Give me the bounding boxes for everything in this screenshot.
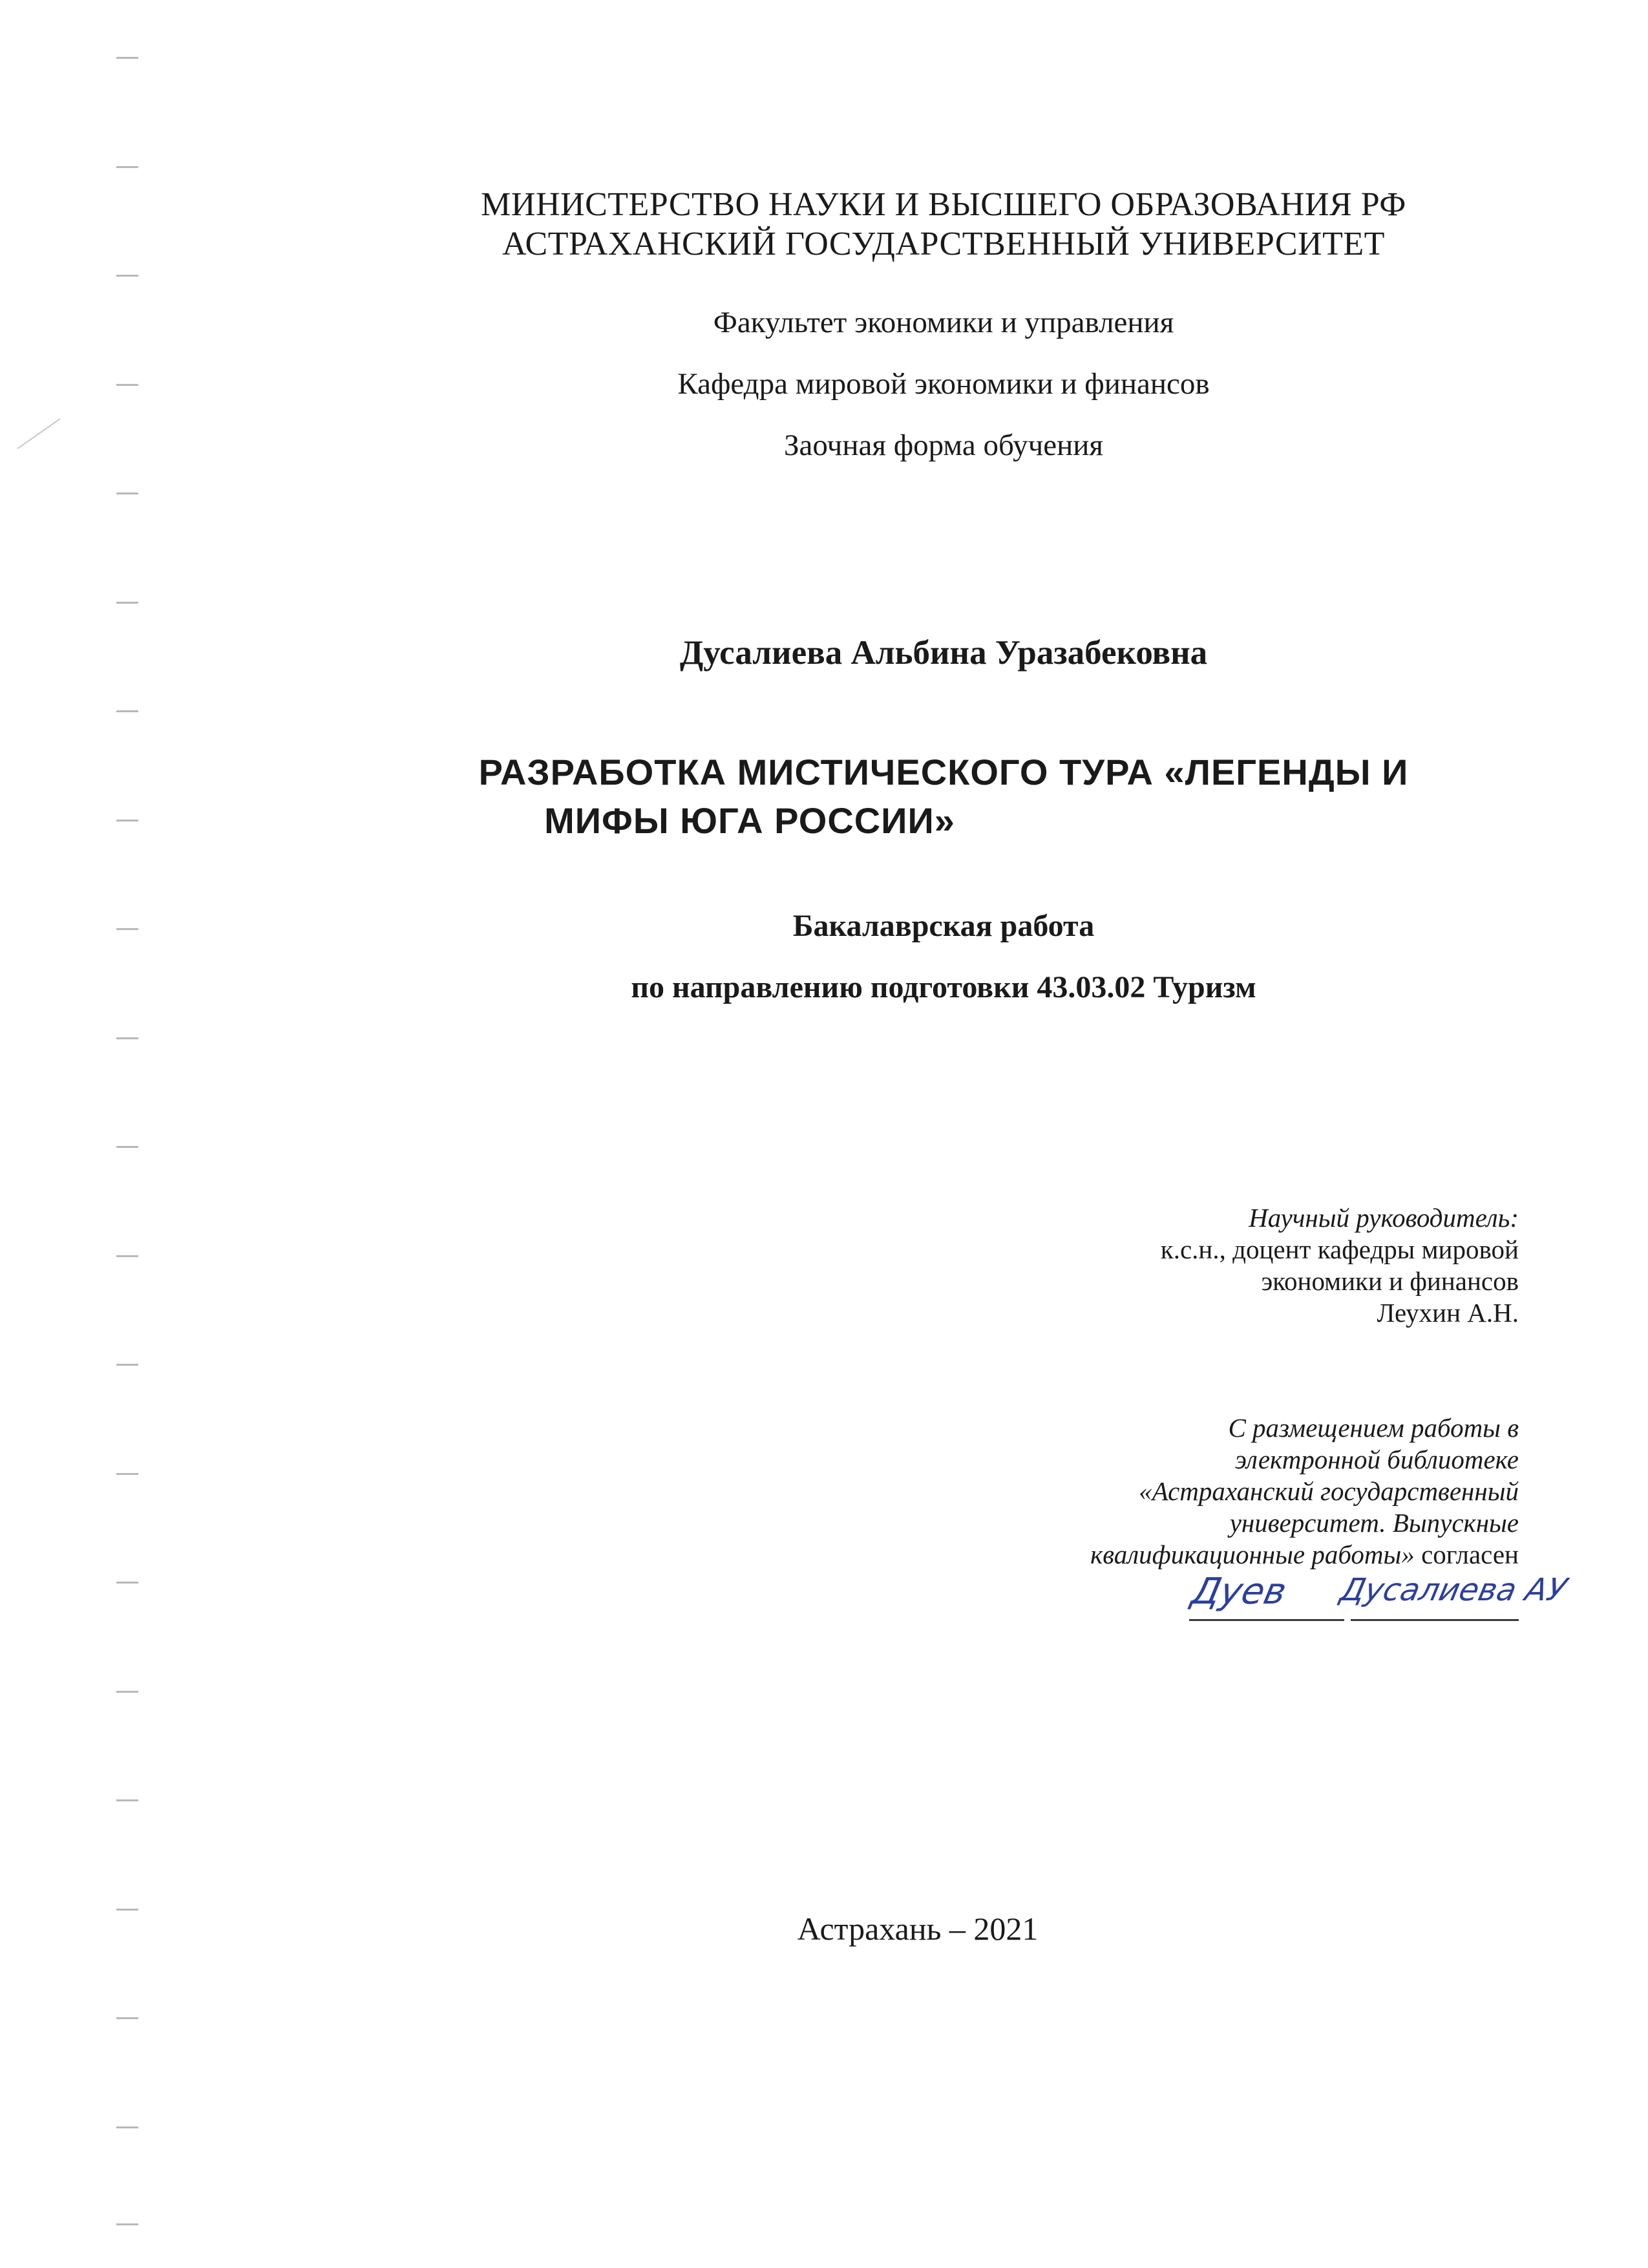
consent-line: «Астраханский государственный [1139,1476,1519,1506]
city-year: Астрахань – 2021 [797,1911,1039,1947]
consent-block [937,1412,1519,1571]
consent-line: С размещением работы в [1228,1413,1519,1443]
study-form: Заочная форма обучения [783,429,1104,462]
handwritten-name: Дусалиева АУ [1337,1572,1570,1608]
scan-artifact [17,418,61,449]
binding-mark [116,1799,138,1801]
consent-line: университет. Выпускные [1229,1508,1519,1538]
ministry-name: МИНИСТЕРСТВО НАУКИ И ВЫСШЕГО ОБРАЗОВАНИЯ РФ [481,186,1406,223]
study-direction: по направлению подготовки 43.03.02 Туризм [631,970,1256,1004]
binding-mark [116,1691,138,1693]
work-type: Бакалаврская работа [792,909,1095,943]
author-name: Дусалиева Альбина Уразабековна [679,634,1208,672]
consent-agree: согласен [1421,1540,1519,1569]
binding-mark [116,57,138,59]
consent-line [937,1539,1519,1571]
department-name: Кафедра мировой экономики и финансов [677,367,1210,401]
binding-mark [116,166,138,168]
thesis-title-line-1: РАЗРАБОТКА МИСТИЧЕСКОГО ТУРА «ЛЕГЕНДЫ И [478,752,1409,792]
supervisor-department: экономики и финансов [1261,1266,1519,1296]
binding-mark [116,384,138,386]
thesis-title-line-2: МИФЫ ЮГА РОССИИ» [544,800,955,841]
binding-mark [116,1473,138,1475]
faculty-name: Факультет экономики и управления [713,306,1174,339]
handwritten-signature: Дуев [1188,1571,1291,1613]
binding-mark [116,1364,138,1366]
university-name: АСТРАХАНСКИЙ ГОСУДАРСТВЕННЫЙ УНИВЕРСИТЕТ [502,226,1385,262]
binding-mark [116,2223,138,2225]
binding-mark [116,1909,138,1911]
binding-mark [116,928,138,930]
supervisor-position: к.с.н., доцент кафедры мировой [1160,1235,1519,1264]
binding-mark [116,2017,138,2019]
binding-mark [116,1146,138,1148]
binding-mark [116,493,138,494]
signature-name-line [1351,1619,1519,1621]
binding-mark [116,275,138,277]
binding-mark [116,1255,138,1257]
binding-mark [116,820,138,821]
binding-mark [116,710,138,712]
binding-mark [116,1037,138,1039]
binding-mark [116,602,138,604]
consent-line: электронной библиотеке [1234,1445,1519,1474]
consent-line-italic: квалификационные работы» [1090,1540,1415,1569]
supervisor-name: Леухин А.Н. [1377,1298,1519,1328]
signature-line [1189,1619,1344,1621]
binding-mark [116,2126,138,2128]
binding-mark [116,1582,138,1584]
supervisor-label: Научный руководитель: [1249,1203,1519,1233]
supervisor-block [937,1202,1519,1329]
